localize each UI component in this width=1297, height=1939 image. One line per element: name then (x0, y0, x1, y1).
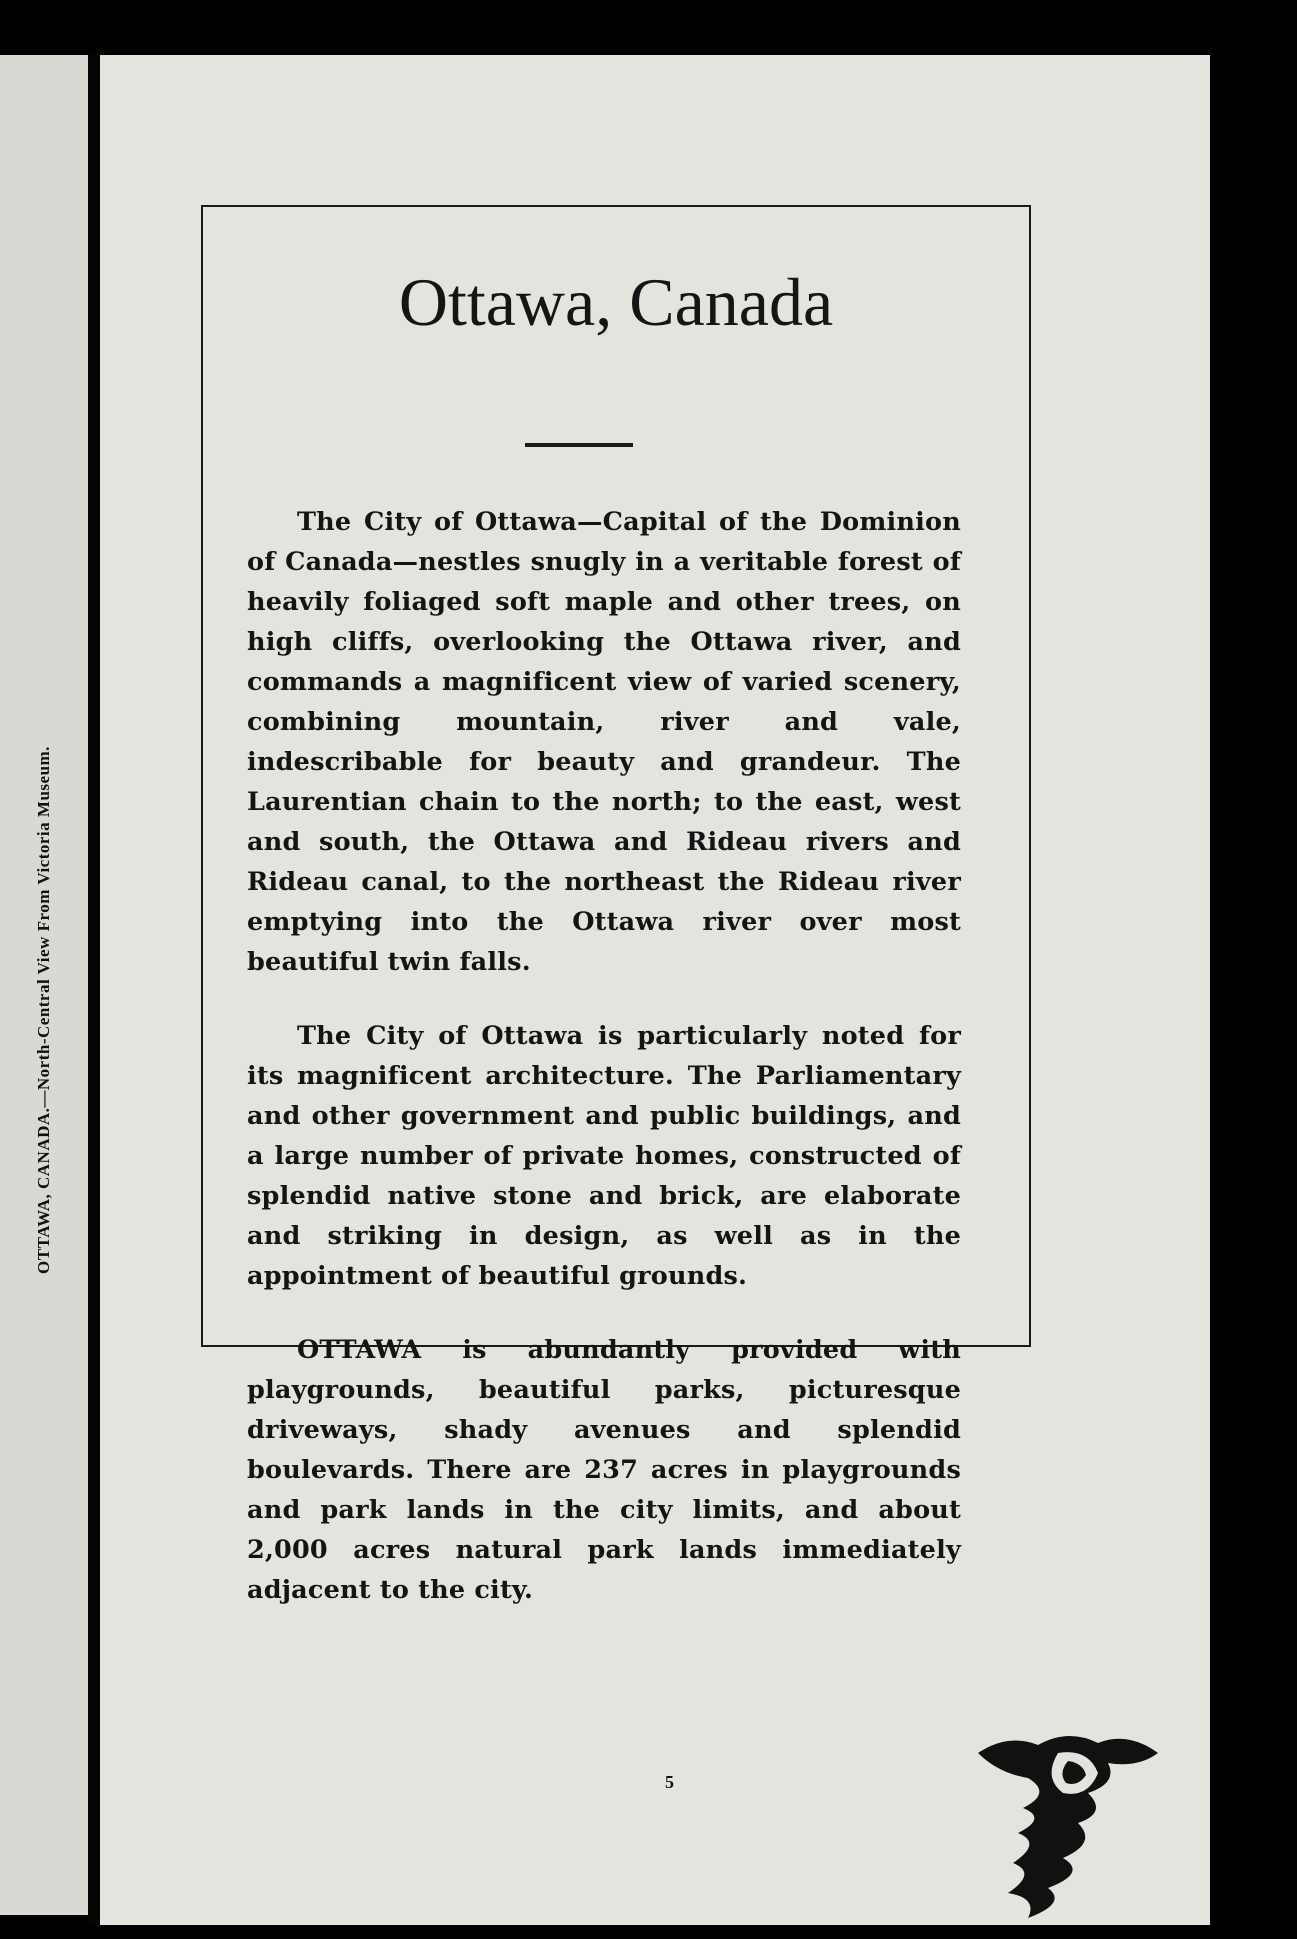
paragraph-2: The City of Ottawa is particularly noted for its magnificent architecture. The Parliamentary and other government and public buildings, and a large number of private homes, constructed of splendid native stone and brick, are elaborate and striking in design, as well as in the appointment of beautiful grounds. (247, 1021, 961, 1291)
paragraph-3: OTTAWA is abundantly provided with playgrounds, beautiful parks, picturesque driveways, shady avenues and splendid boulevards. There are 237 acres in playgrounds and park lands in the city limits, and about 2,000 acres natural park lands immediately adjacent to the city. (247, 1335, 961, 1605)
photo-caption-vertical: OTTAWA, CANADA.—North-Central View From Victoria Museum. (34, 746, 53, 1274)
book-page (100, 55, 1210, 1925)
title-divider (525, 443, 633, 447)
paragraph-1: The City of Ottawa—Capital of the Dominion of Canada—nestles snugly in a veritable forest of heavily foliaged soft maple and other trees, on high cliffs, overlooking the Ottawa river, and commands a magnificent view of varied scenery, combining mountain, river and vale, indescribable for beauty and grandeur. The Laurentian chain to the north; to the east, west and south, the Ottawa and Rideau rivers and Rideau canal, to the northeast the Rideau river emptying into the Ottawa river over most beautiful twin falls. (247, 507, 961, 977)
body-text (247, 502, 961, 1644)
page-title: Ottawa, Canada (398, 264, 834, 340)
facing-page-edge (0, 55, 88, 1915)
ink-blot-mark (968, 1723, 1168, 1923)
page-number: 5 (665, 1772, 674, 1792)
scan-background-right (1210, 55, 1297, 1939)
book-gutter (88, 55, 100, 1925)
text-frame (201, 205, 1031, 1605)
